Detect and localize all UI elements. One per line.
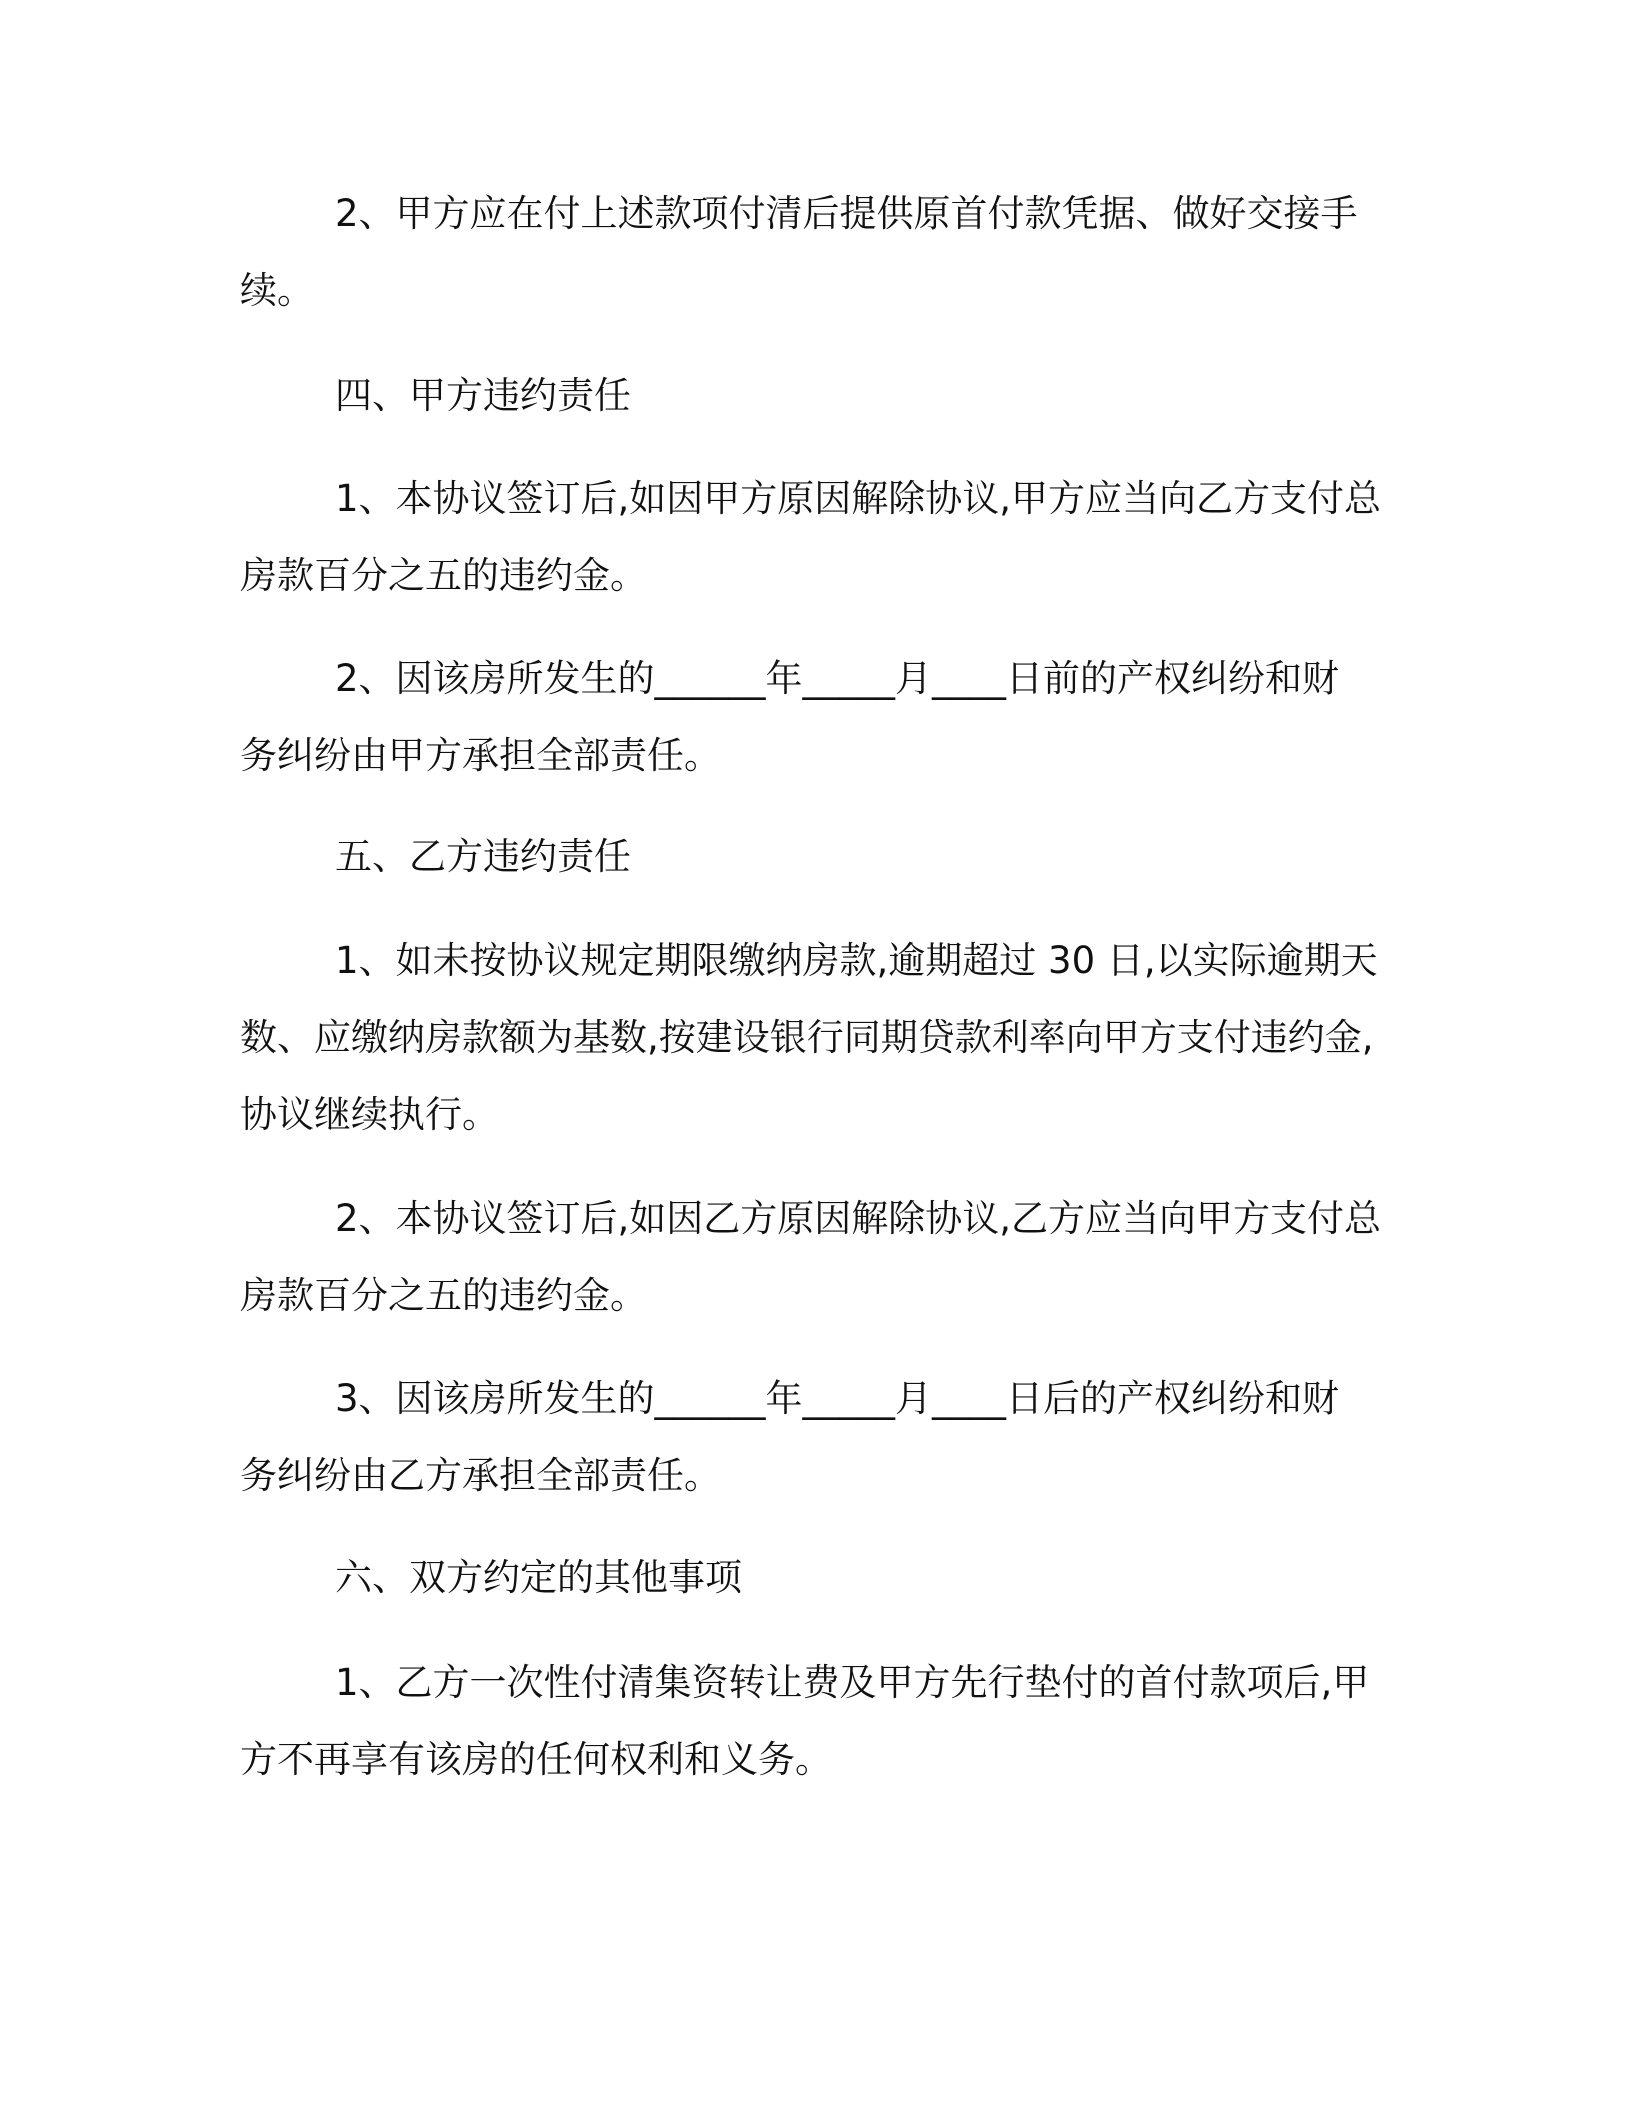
section-heading-other-matters: 六、双方约定的其他事项 bbox=[335, 1556, 742, 1599]
paragraph-line: 务纠纷由乙方承担全部责任。 bbox=[240, 1454, 721, 1497]
paragraph-party-b-disputes bbox=[240, 1360, 1380, 1514]
paragraph-line: 2、甲方应在付上述款项付清后提供原首付款凭据、做好交接手 bbox=[335, 192, 1358, 235]
paragraph-line: 房款百分之五的违约金。 bbox=[240, 554, 647, 597]
paragraph-late-payment bbox=[240, 922, 1380, 1153]
paragraph-handover bbox=[240, 175, 1380, 329]
paragraph-line: 数、应缴纳房款额为基数,按建设银行同期贷款利率向甲方支付违约金, bbox=[240, 1016, 1374, 1059]
paragraph-line: 1、如未按协议规定期限缴纳房款,逾期超过 30 日,以实际逾期天 bbox=[335, 939, 1378, 982]
paragraph-party-a-disputes bbox=[240, 640, 1380, 794]
section-heading-party-b-breach: 五、乙方违约责任 bbox=[335, 835, 631, 878]
paragraph-line: 续。 bbox=[240, 269, 314, 312]
paragraph-line: 务纠纷由甲方承担全部责任。 bbox=[240, 734, 721, 777]
paragraph-party-a-termination bbox=[240, 460, 1380, 614]
paragraph-line: 房款百分之五的违约金。 bbox=[240, 1274, 647, 1317]
paragraph-line: 2、本协议签订后,如因乙方原因解除协议,乙方应当向甲方支付总 bbox=[335, 1197, 1382, 1240]
paragraph-line: 3、因该房所发生的______年_____月____日后的产权纠纷和财 bbox=[335, 1377, 1340, 1420]
paragraph-line: 1、本协议签订后,如因甲方原因解除协议,甲方应当向乙方支付总 bbox=[335, 477, 1382, 520]
section-heading-party-a-breach: 四、甲方违约责任 bbox=[335, 374, 631, 417]
paragraph-line: 方不再享有该房的任何权利和义务。 bbox=[240, 1738, 832, 1781]
paragraph-line: 1、乙方一次性付清集资转让费及甲方先行垫付的首付款项后,甲 bbox=[335, 1661, 1370, 1704]
paragraph-line: 2、因该房所发生的______年_____月____日前的产权纠纷和财 bbox=[335, 657, 1340, 700]
paragraph-line: 协议继续执行。 bbox=[240, 1093, 499, 1136]
paragraph-party-b-termination bbox=[240, 1180, 1380, 1334]
paragraph-other-matters-1 bbox=[240, 1644, 1380, 1798]
